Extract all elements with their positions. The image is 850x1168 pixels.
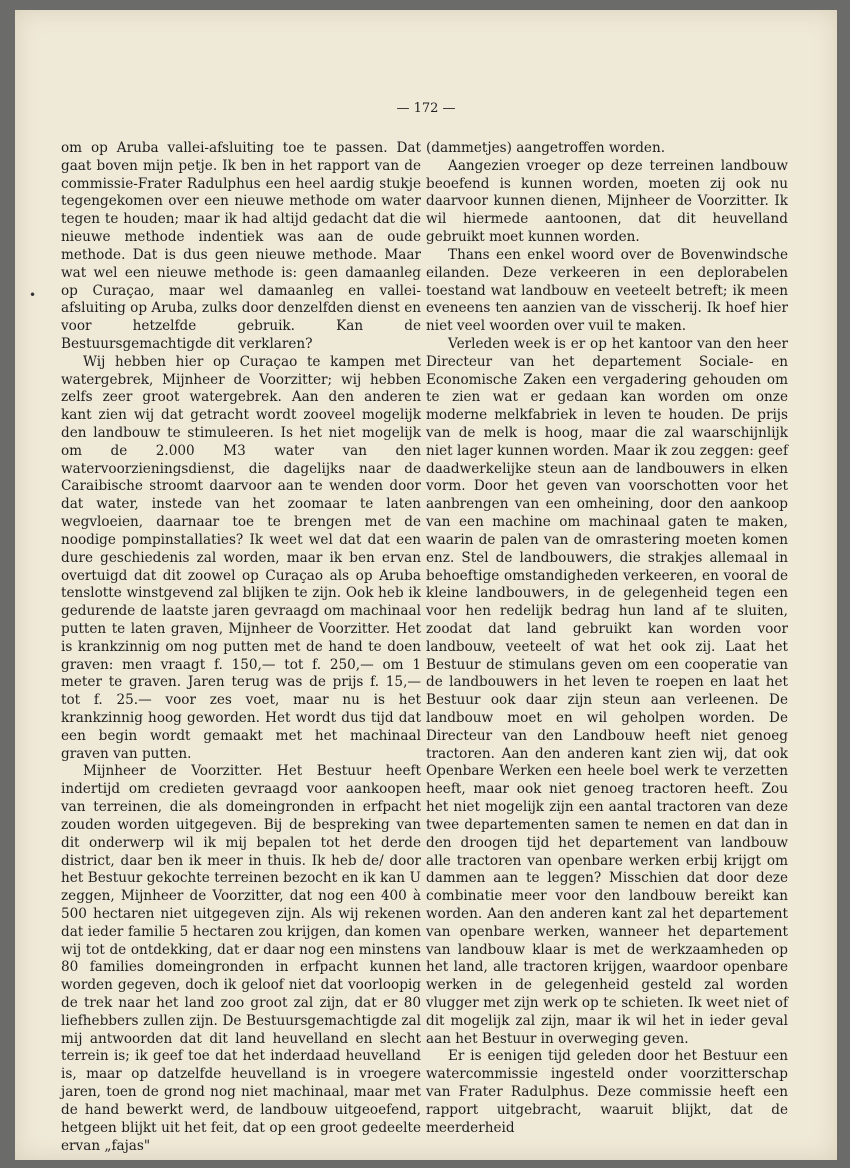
margin-mark: • — [29, 288, 37, 302]
document-page — [15, 10, 837, 1160]
right-column — [426, 140, 788, 1138]
left-column — [61, 140, 421, 1155]
paragraph: Er is eenigen tijd geleden door het Bestuur een watercommissie ingesteld onder voorzitterschap van Frater Radulphus. Deze commissie heeft een rapport uitgebracht, waaruit blijkt, dat de meerderheid — [426, 1048, 788, 1136]
paragraph: (dammetjes) aangetroffen worden. — [426, 140, 666, 156]
paragraph: Mijnheer de Voorzitter. Het Bestuur heeft indertijd om credieten gevraagd voor aankoopen van terreinen, die als domeingronden in erfpacht zouden worden uitgegeven. Bij de bespreking van dit onderwerp wil ik mij bepalen tot het derde district, daar ben ik meer in thuis. Ik heb de/ door het Bestuur gekochte terreinen bezocht en ik kan U zeggen, Mijnheer de Voorzitter, dat nog een 400 à 500 hectaren niet uitgegeven zijn. Als wij rekenen dat ieder familie 5 hectaren zou krijgen, dan komen wij tot de ontdekking, dat er daar nog een minstens 80 families domeingronden in erfpacht kunnen worden gegeven, doch ik geloof niet dat voorloopig de trek naar het land zoo groot zal zijn, dat er 80 liefhebbers zullen zijn. De Bestuursgemachtigde zal mij antwoorden dat dit land heuvelland en slecht terrein is; ik geef toe dat het inderdaad heuvelland is, maar op datzelfde heuvelland is in vroegere jaren, toen de grond nog niet machinaal, maar met de hand bewerkt werd, de landbouw uitgeoefend, hetgeen blijkt uit het feit, dat op een groot gedeelte ervan „fajas" — [61, 763, 421, 1154]
paragraph: om op Aruba vallei-afsluiting toe te passen. Dat gaat boven mijn petje. Ik ben in het rapport van de commissie-Frater Radulphus een heel aardig stukje tegengekomen over een nieuwe methode om water tegen te houden; maar ik had altijd gedacht dat die nieuwe methode indentiek was aan de oude methode. Dat is dus geen nieuwe methode. Maar wat wel een nieuwe methode is: geen damaanleg op Curaçao, maar wel damaanleg en vallei-afsluiting op Aruba, zulks door denzelfden dienst en voor hetzelfde gebruik. Kan de Bestuursgemachtigde dit verklaren? — [61, 140, 421, 352]
paragraph: Wij hebben hier op Curaçao te kampen met watergebrek, Mijnheer de Voorzitter; wij hebben zelfs zeer groot watergebrek. Aan den anderen kant zien wij dat getracht wordt zooveel mogelijk den landbouw te stimuleeren. Is het niet mogelijk om de 2.000 M3 water van den watervoorzieningsdienst, die dagelijks naar de Caraibische stroomt daarvoor aan te wenden door dat water, instede van het zoomaar te laten wegvloeien, daarnaar toe te brengen met de noodige pompinstallaties? Ik weet wel dat dat een dure geschiedenis zal worden, maar ik ben ervan overtuigd dat dit zoowel op Curaçao als op Aruba tenslotte winstgevend zal blijken te zijn. Ook heb ik gedurende de laatste jaren gevraagd om machinaal putten te laten graven, Mijnheer de Voorzitter. Het is krankzinnig om nog putten met de hand te doen graven: men vraagt f. 150,— tot f. 250,— om 1 meter te graven. Jaren terug was de prijs f. 15,— tot f. 25.— voor zes voet, maar nu is het krankzinnig hoog geworden. Het wordt dus tijd dat een begin wordt gemaakt met het machinaal graven van putten. — [61, 353, 421, 762]
paragraph: Aangezien vroeger op deze terreinen landbouw beoefend is kunnen worden, moeten zij ook nu daarvoor kunnen dienen, Mijnheer de Voorzitter. Ik wil hiermede aantoonen, dat dit heuvelland gebruikt moet kunnen worden. — [426, 157, 788, 246]
page-number: — 172 — — [396, 101, 456, 116]
paragraph: Verleden week is er op het kantoor van den heer Directeur van het departement Sociale- en Economische Zaken een vergadering gehouden om te zien wat er gedaan kan worden om onze moderne melkfabriek in leven te houden. De prijs van de melk is hoog, maar die zal waarschijnlijk niet lager kunnen worden. Maar ik zou zeggen: geef daadwerkelijke steun aan de landbouwers in elken vorm. Door het geven van voorschotten voor het aanbrengen van een omheining, door den aankoop van een machine om machinaal gaten te maken, waarin de palen van de omrastering moeten komen enz. Stel de landbouwers, die strakjes allemaal in behoeftige omstandigheden verkeeren, en vooral de kleine landbouwers, in de gelegenheid tegen een voor hen redelijk bedrag hun land af te sluiten, zoodat dat land gebruikt kan worden voor landbouw, veeteelt of wat het ook zij. Laat het Bestuur de stimulans geven om een cooperatie van de landbouwers in het leven te roepen en laat het Bestuur ook daar zijn steun aan verleenen. De landbouw moet en wil geholpen worden. De Directeur van den Landbouw heeft niet genoeg tractoren. Aan den anderen kant zien wij, dat ook Openbare Werken een heele boel werk te verzetten heeft, maar ook niet genoeg tractoren heeft. Zou het niet mogelijk zijn een aantal tractoren van deze twee departementen samen te nemen en dat dan in den droogen tijd het departement van landbouw alle tractoren van openbare werken erbij krijgt om dammen aan te leggen? Misschien dat door deze combinatie meer voor den landbouw bereikt kan worden. Aan den anderen kant zal het departement van openbare werken, wanneer het departement van landbouw klaar is met de werkzaamheden op het land, alle tractoren krijgen, waardoor openbare werken in de gelegenheid gesteld zal worden vlugger met zijn werk op te schieten. Ik weet niet of dit mogelijk zal zijn, maar ik wil het in ieder geval aan het Bestuur in overweging geven. — [426, 335, 788, 1047]
paragraph: Thans een enkel woord over de Bovenwindsche eilanden. Deze verkeeren in een deplorabelen toestand wat landbouw en veeteelt betreft; ik meen eveneens ten aanzien van de visscherij. Ik hoef hier niet veel woorden over vuil te maken. — [426, 246, 788, 335]
